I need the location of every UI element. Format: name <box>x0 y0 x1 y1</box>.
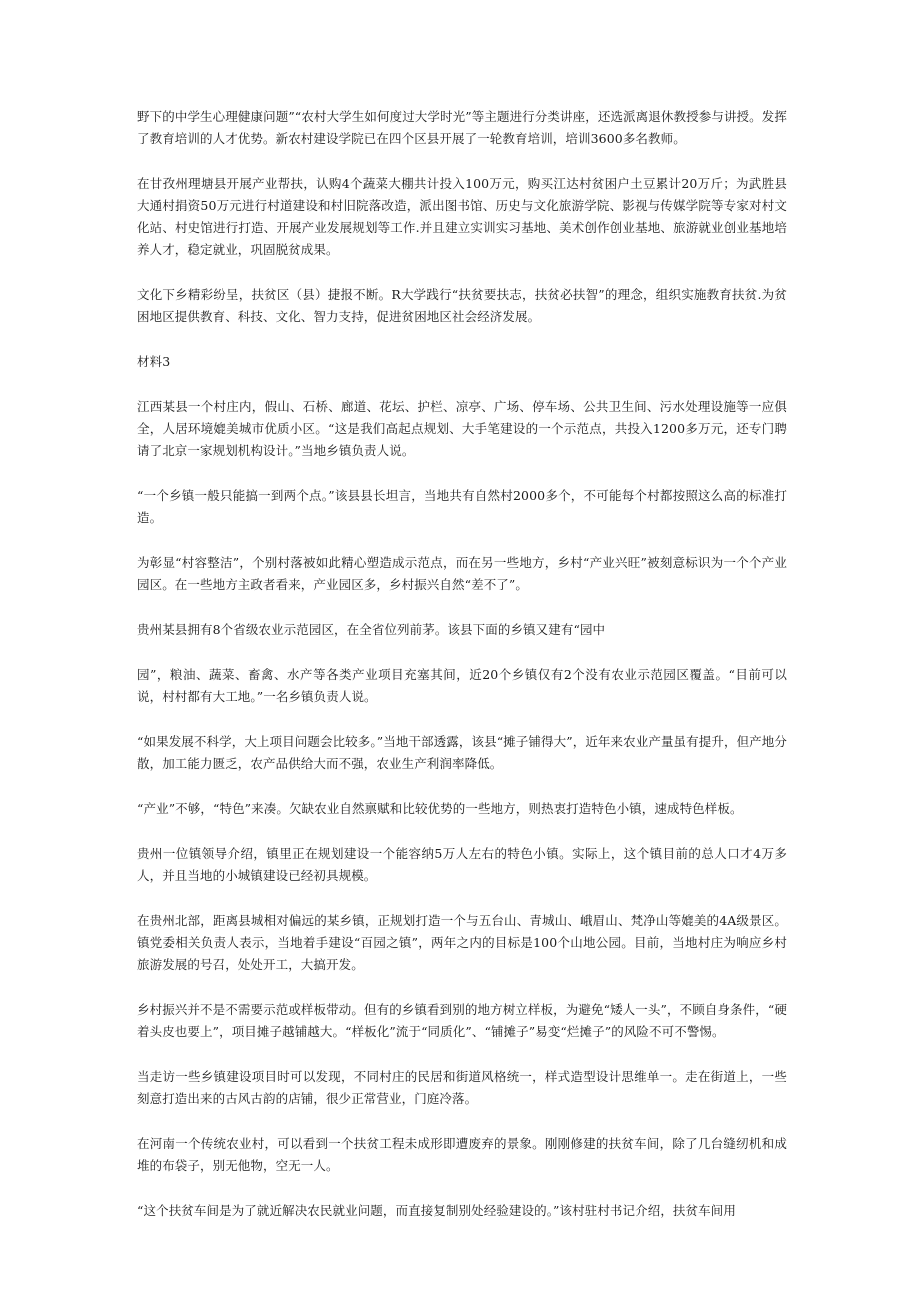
paragraph-9: 园”，粮油、蔬菜、畜禽、水产等各类产业项目充塞其间，近20个乡镇仅有2个没有农业示范园区覆盖。“目前可以说，村村都有大工地。”一名乡镇负责人说。 <box>137 667 787 704</box>
paragraph-7: 为彰显“村容整洁”，个别村落被如此精心塑造成示范点，而在另一些地方，乡村“产业兴旺”被刻意标识为一个个产业园区。在一些地方主政者看来，产业园区多，乡村振兴自然“差不了”。 <box>137 555 787 592</box>
paragraph-6: “一个乡镇一般只能搞一到两个点。”该县县长坦言，当地共有自然村2000多个，不可能每个村都按照这么高的标准打造。 <box>137 488 787 525</box>
document-body <box>137 106 787 1245</box>
paragraph-3: 文化下乡精彩纷呈，扶贫区（县）捷报不断。R大学践行“扶贫要扶志，扶贫必扶智”的理念，组织实施教育扶贫.为贫困地区提供教育、科技、文化、智力支持，促进贫困地区社会经济发展。 <box>137 287 787 324</box>
paragraph-8: 贵州某县拥有8个省级农业示范园区，在全省位列前茅。该县下面的乡镇又建有“园中 <box>137 622 606 637</box>
paragraph-10: “如果发展不科学，大上项目问题会比较多。”当地干部透露，该县“摊子铺得大”，近年来农业产量虽有提升，但产地分散，加工能力匮乏，农产品供给大而不强，农业生产利润率降低。 <box>137 734 787 771</box>
paragraph-17: “这个扶贫车间是为了就近解决农民就业问题，而直接复制别处经验建设的。”该村驻村书记介绍，扶贫车间用 <box>137 1203 736 1218</box>
paragraph-14: 乡村振兴并不是不需要示范或样板带动。但有的乡镇看到别的地方树立样板，为避免“矮人一头”，不顾自身条件，“硬着头皮也要上”，项目摊子越铺越大。“样板化”流于“同质化”、“铺摊子”易变“烂摊子”的风险不可不警惕。 <box>137 1002 787 1039</box>
paragraph-12: 贵州一位镇领导介绍，镇里正在规划建设一个能容纳5万人左右的特色小镇。实际上，这个镇目前的总人口才4万多人，并且当地的小城镇建设已经初具规模。 <box>137 846 787 883</box>
paragraph-2: 在甘孜州理塘县开展产业帮扶，认购4个蔬菜大棚共计投入100万元，购买江达村贫困户土豆累计20万斤；为武胜县大通村捐资50万元进行村道建设和村旧院落改造，派出图书馆、历史与文化旅游学院、影视与传媒学院等专家对村文化站、村史馆进行打造、开展产业发展规划等工作.并且建立实训实习基地、美术创作创业基地、旅游就业创业基地培养人才，稳定就业，巩固脱贫成果。 <box>137 176 787 257</box>
paragraph-13: 在贵州北部，距离县城相对偏远的某乡镇，正规划打造一个与五台山、青城山、峨眉山、梵净山等媲美的4A级景区。镇党委相关负责人表示，当地着手建设“百园之镇”，两年之内的目标是100个山地公园。目前，当地村庄为响应乡村旅游发展的号召，处处开工，大搞开发。 <box>137 913 787 972</box>
paragraph-11: “产业”不够，“特色”来凑。欠缺农业自然禀赋和比较优势的一些地方，则热衷打造特色小镇，速成特色样板。 <box>137 801 743 816</box>
paragraph-15: 当走访一些乡镇建设项目时可以发现，不同村庄的民居和街道风格统一，样式造型设计思维单一。走在街道上，一些刻意打造出来的古风古韵的店铺，很少正常营业，门庭冷落。 <box>137 1069 787 1106</box>
paragraph-1: 野下的中学生心理健康问题”“农村大学生如何度过大学时光”等主题进行分类讲座，还选派离退休教授参与讲授。发挥了教育培训的人才优势。新农村建设学院已在四个区县开展了一轮教育培训，培训3600多名教师。 <box>137 109 787 146</box>
section-heading-material-3: 材料3 <box>137 354 171 369</box>
paragraph-16: 在河南一个传统农业村，可以看到一个扶贫工程未成形即遭废弃的景象。刚刚修建的扶贫车间，除了几台缝纫机和成堆的布袋子，别无他物，空无一人。 <box>137 1136 787 1173</box>
paragraph-5: 江西某县一个村庄内，假山、石桥、廊道、花坛、护栏、凉亭、广场、停车场、公共卫生间、污水处理设施等一应俱全，人居环境媲美城市优质小区。“这是我们高起点规划、大手笔建设的一个示范点，共投入1200多万元，还专门聘请了北京一家规划机构设计。”当地乡镇负责人说。 <box>137 399 787 458</box>
